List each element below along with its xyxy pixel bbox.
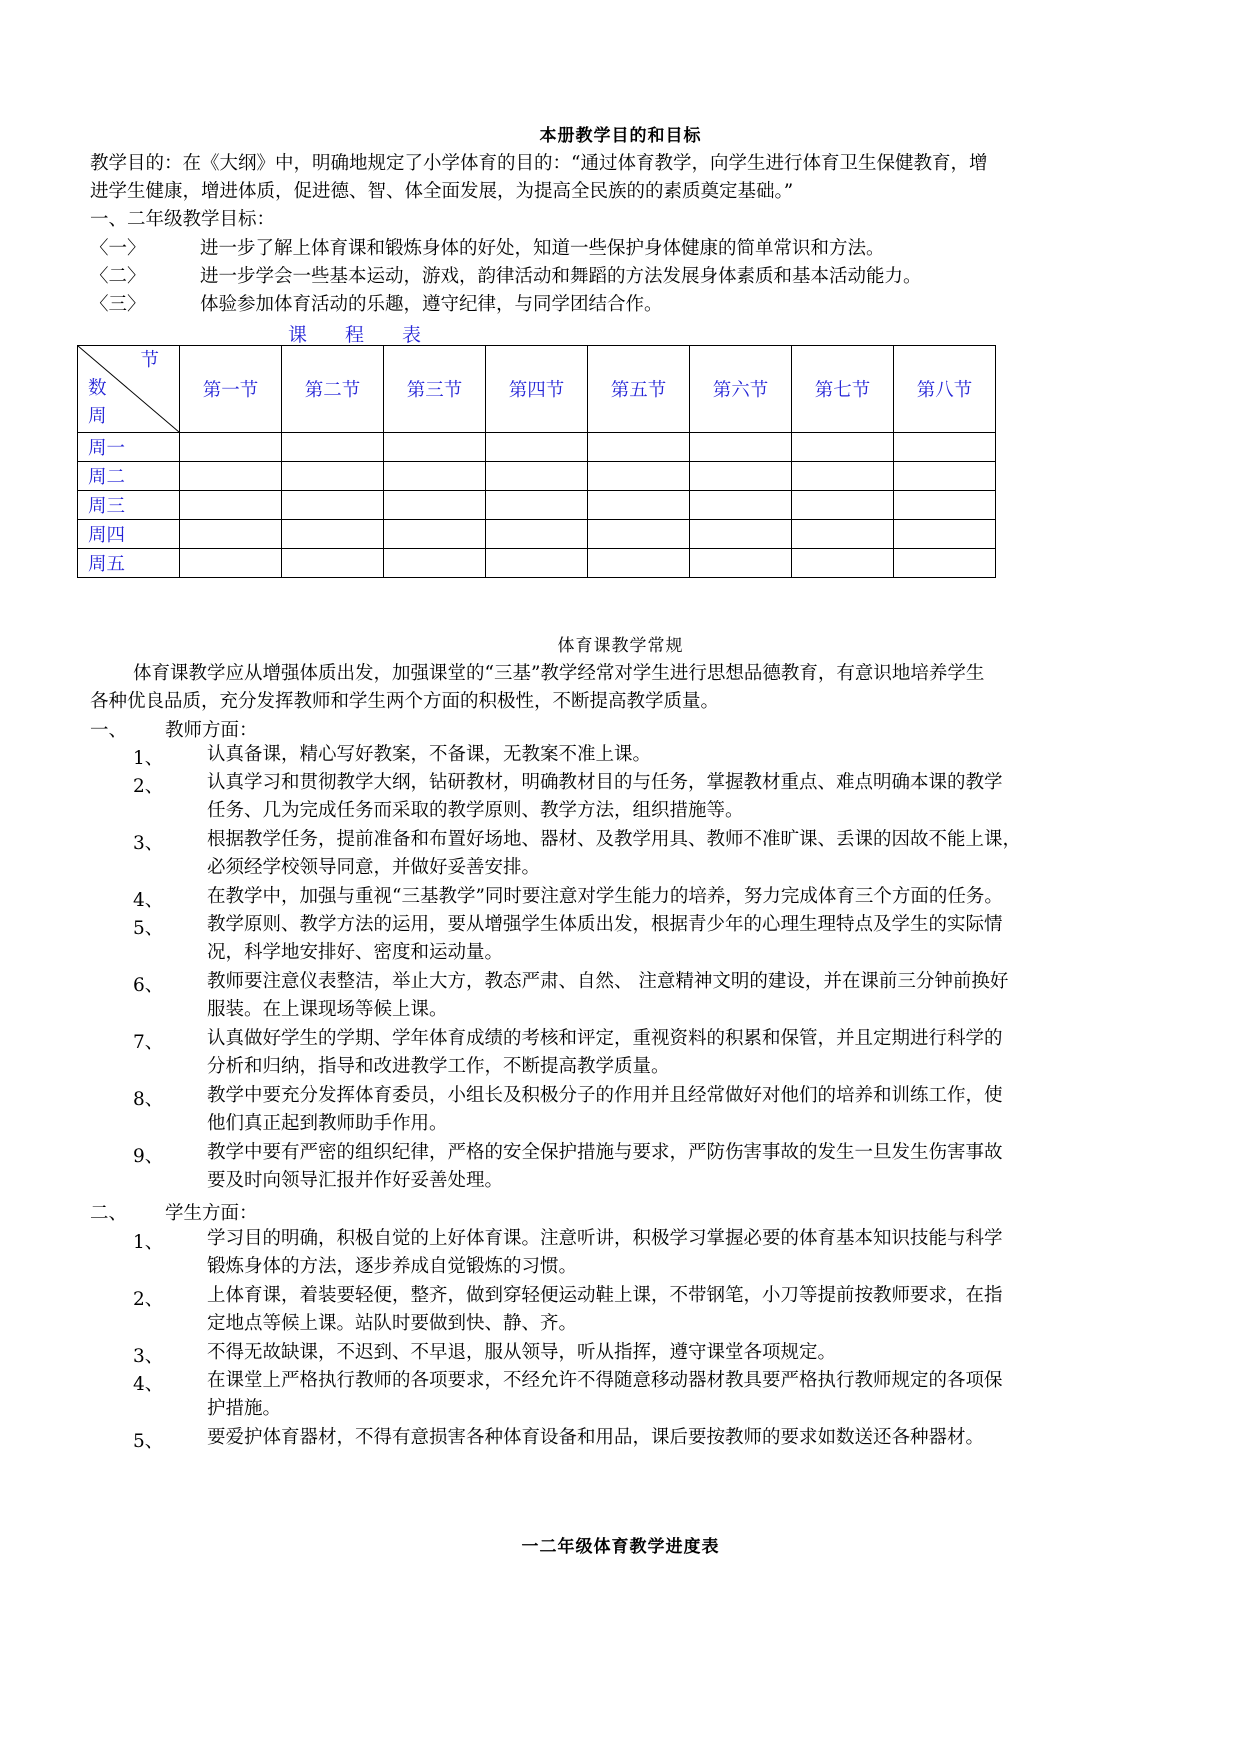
schedule-cell [486, 433, 588, 462]
schedule-cell [588, 491, 690, 520]
period-header: 第四节 [486, 346, 588, 433]
teacher-section-heading [90, 716, 258, 742]
schedule-cell [486, 462, 588, 491]
schedule-table [77, 345, 996, 578]
intro-line-2: 各种优良品质，充分发挥教师和学生两个方面的积极性，不断提高教学质量。 [90, 691, 720, 712]
student-item-text: 不得无故缺课，不迟到、不早退，服从领导，听从指挥，遵守课堂各项规定。 [207, 1342, 837, 1363]
schedule-cell [690, 549, 792, 578]
period-header: 第七节 [792, 346, 894, 433]
schedule-cell [282, 491, 384, 520]
schedule-cell [588, 462, 690, 491]
schedule-cell [486, 549, 588, 578]
teacher-item-text: 根据教学任务，提前准备和布置好场地、器材、及教学用具、教师不准旷课、丢课的因故不能上课， 必须经学校领导同意，并做好妥善安排。 [207, 829, 1022, 878]
schedule-row [78, 433, 996, 462]
schedule-caption [288, 320, 459, 347]
period-header: 第八节 [894, 346, 996, 433]
student-item-number: 5、 [133, 1431, 164, 1452]
teacher-section-number: 一、 [90, 720, 128, 741]
day-label: 周五 [78, 549, 180, 578]
schedule-cell [588, 549, 690, 578]
teacher-item-number: 5、 [133, 918, 164, 939]
goal-text: 进一步了解上体育课和锻炼身体的好处，知道一些保护身体健康的简单常识和方法。 [200, 238, 885, 259]
schedule-cell [894, 433, 996, 462]
schedule-cell [792, 491, 894, 520]
day-label: 周二 [78, 462, 180, 491]
schedule-cell [894, 520, 996, 549]
schedule-cell [282, 520, 384, 549]
teacher-item-number: 1、 [133, 748, 164, 769]
corner-label-week: 周 [88, 406, 107, 427]
teacher-item-number: 4、 [133, 890, 164, 911]
student-item-number: 4、 [133, 1374, 164, 1395]
schedule-cell [180, 491, 282, 520]
day-label: 周三 [78, 491, 180, 520]
teacher-item-text: 认真学习和贯彻教学大纲，钻研教材，明确教材目的与任务，掌握教材重点、难点明确本课的教学 任务、几为完成任务而采取的教学原则、教学方法，组织措施等。 [207, 772, 1003, 821]
schedule-row [78, 491, 996, 520]
section-title-routine: 体育课教学常规 [557, 636, 684, 656]
schedule-cell [792, 462, 894, 491]
day-label: 周四 [78, 520, 180, 549]
teacher-item-text: 认真做好学生的学期、学年体育成绩的考核和评定，重视资料的积累和保管，并且定期进行科学的 分析和归纳，指导和改进教学工作，不断提高教学质量。 [207, 1028, 1003, 1077]
teacher-section-title: 教师方面： [165, 720, 258, 741]
goal-text: 进一步学会一些基本运动，游戏，韵律活动和舞蹈的方法发展身体素质和基本活动能力。 [200, 266, 922, 287]
schedule-cell [384, 491, 486, 520]
schedule-cell [588, 433, 690, 462]
teacher-item-number: 9、 [133, 1146, 164, 1167]
schedule-row [78, 462, 996, 491]
schedule-cell [384, 520, 486, 549]
schedule-corner-cell [78, 346, 180, 433]
period-header: 第二节 [282, 346, 384, 433]
student-item-number: 3、 [133, 1346, 164, 1367]
teacher-item-number: 2、 [133, 776, 164, 797]
period-header: 第三节 [384, 346, 486, 433]
schedule-cell [384, 433, 486, 462]
schedule-cell [588, 520, 690, 549]
goals-heading: 一、二年级教学目标： [90, 209, 276, 230]
schedule-cell [690, 462, 792, 491]
teacher-item-number: 8、 [133, 1089, 164, 1110]
schedule-cell [180, 520, 282, 549]
schedule-cell [486, 520, 588, 549]
schedule-row [78, 549, 996, 578]
schedule-cell [384, 549, 486, 578]
teacher-item-text: 教学原则、教学方法的运用，要从增强学生体质出发，根据青少年的心理生理特点及学生的实际情 况，科学地安排好、密度和运动量。 [207, 914, 1003, 963]
purpose-line-1: 教学目的：在《大纲》中，明确地规定了小学体育的目的：“通过体育教学，向学生进行体育卫生保健教育，增 [90, 153, 988, 174]
student-item-text: 学习目的明确，积极自觉的上好体育课。注意听讲，积极学习掌握必要的体育基本知识技能与科学 锻炼身体的方法，逐步养成自觉锻炼的习惯。 [207, 1228, 1003, 1277]
schedule-cell [180, 549, 282, 578]
schedule-cell [384, 462, 486, 491]
schedule-row [78, 520, 996, 549]
purpose-line-2: 进学生健康，增进体质，促进德、智、体全面发展，为提高全民族的的素质奠定基础。” [90, 181, 794, 202]
period-header: 第六节 [690, 346, 792, 433]
teacher-item-number: 7、 [133, 1032, 164, 1053]
schedule-cell [894, 549, 996, 578]
schedule-cell [690, 491, 792, 520]
schedule-cell [282, 462, 384, 491]
teacher-item-text: 教师要注意仪表整洁，举止大方，教态严肃、自然、 注意精神文明的建设，并在课前三分钟前换好 服装。在上课现场等候上课。 [207, 971, 1009, 1020]
student-item-text: 在课堂上严格执行教师的各项要求，不经允许不得随意移动器材教具要严格执行教师规定的各项保 护措施。 [207, 1370, 1003, 1419]
corner-label-period: 节 [140, 350, 159, 371]
student-section-number: 二、 [90, 1203, 128, 1224]
goal-number: 〈二〉 [90, 266, 146, 287]
student-item-text: 上体育课，着装要轻便，整齐，做到穿轻便运动鞋上课，不带钢笔，小刀等提前按教师要求，在指 定地点等候上课。站队时要做到快、静、齐。 [207, 1285, 1003, 1334]
schedule-cell [180, 462, 282, 491]
section-title-progress: 一二年级体育教学进度表 [521, 1537, 720, 1557]
schedule-cell [690, 433, 792, 462]
schedule-cell [282, 549, 384, 578]
goal-number: 〈三〉 [90, 294, 146, 315]
schedule-cell [894, 462, 996, 491]
schedule-cell [792, 520, 894, 549]
schedule-cell [690, 520, 792, 549]
student-item-number: 1、 [133, 1232, 164, 1253]
period-header: 第一节 [180, 346, 282, 433]
schedule-cell [486, 491, 588, 520]
schedule-cell [792, 549, 894, 578]
period-header: 第五节 [588, 346, 690, 433]
teacher-item-text: 教学中要有严密的组织纪律，严格的安全保护措施与要求，严防伤害事故的发生一旦发生伤害事故 要及时向领导汇报并作好妥善处理。 [207, 1142, 1003, 1191]
schedule-cell [180, 433, 282, 462]
day-label: 周一 [78, 433, 180, 462]
teacher-item-text: 在教学中，加强与重视“三基教学”同时要注意对学生能力的培养，努力完成体育三个方面的任务。 [207, 886, 1003, 907]
student-item-number: 2、 [133, 1289, 164, 1310]
student-section-heading [90, 1199, 258, 1225]
schedule-cell [894, 491, 996, 520]
caption-char: 程 [345, 324, 365, 346]
goal-number: 〈一〉 [90, 238, 146, 259]
section-title-goals: 本册教学目的和目标 [539, 126, 702, 146]
caption-char: 课 [288, 324, 308, 346]
schedule-cell [282, 433, 384, 462]
schedule-cell [792, 433, 894, 462]
goal-text: 体验参加体育活动的乐趣，遵守纪律，与同学团结合作。 [200, 294, 663, 315]
teacher-item-text: 认真备课，精心写好教案，不备课，无教案不准上课。 [207, 744, 652, 765]
caption-char: 表 [402, 324, 422, 346]
teacher-item-text: 教学中要充分发挥体育委员，小组长及积极分子的作用并且经常做好对他们的培养和训练工作，使 他们真正起到教师助手作用。 [207, 1085, 1003, 1134]
corner-label-count: 数 [88, 378, 107, 399]
schedule-header-row [78, 346, 996, 433]
teacher-item-number: 6、 [133, 975, 164, 996]
teacher-item-number: 3、 [133, 833, 164, 854]
student-item-text: 要爱护体育器材，不得有意损害各种体育设备和用品，课后要按教师的要求如数送还各种器材。 [207, 1427, 985, 1448]
student-section-title: 学生方面： [165, 1203, 258, 1224]
intro-line-1: 体育课教学应从增强体质出发，加强课堂的“三基”教学经常对学生进行思想品德教育，有意识地培养学生 [133, 663, 985, 684]
